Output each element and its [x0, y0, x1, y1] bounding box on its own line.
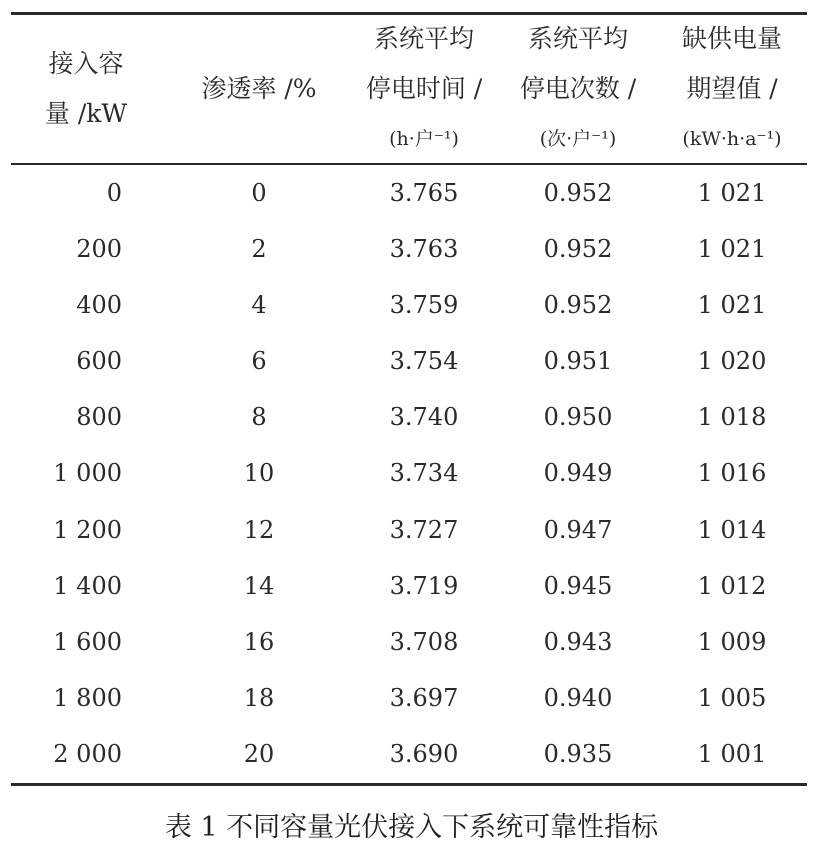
cell-saidi: 3.740 — [389, 403, 459, 432]
cell-saifi: 0.952 — [543, 290, 613, 319]
table-row — [11, 726, 807, 782]
cell-eens: 1 005 — [697, 684, 767, 713]
cell-capacity: 1 000 — [53, 459, 122, 488]
table-row — [11, 558, 807, 614]
table-row — [11, 277, 807, 333]
header-saifi-line-2: 停电次数 / — [519, 74, 637, 103]
cell-saifi: 0.947 — [543, 515, 613, 544]
table-row — [11, 389, 807, 445]
header-eens-line-1: 缺供电量 — [681, 24, 782, 53]
cell-eens: 1 020 — [697, 347, 767, 376]
cell-saidi: 3.697 — [389, 684, 459, 713]
reliability-table — [11, 12, 807, 786]
table-row — [11, 165, 807, 221]
header-penetration — [161, 15, 357, 163]
cell-saidi: 3.719 — [389, 571, 459, 600]
cell-penetration: 12 — [243, 515, 275, 544]
cell-eens: 1 014 — [697, 515, 767, 544]
cell-eens: 1 021 — [697, 290, 767, 319]
header-eens-line-2: 期望值 / — [686, 74, 778, 103]
cell-capacity: 1 400 — [53, 571, 122, 600]
header-saifi-line-1: 系统平均 — [527, 24, 628, 53]
cell-saifi: 0.950 — [543, 403, 613, 432]
header-penetration-line-1: 渗透率 /% — [201, 74, 317, 103]
cell-saifi: 0.935 — [543, 740, 613, 769]
cell-eens: 1 001 — [697, 740, 767, 769]
table-row — [11, 333, 807, 389]
cell-capacity: 2 000 — [53, 740, 122, 769]
cell-penetration: 6 — [251, 347, 267, 376]
cell-saidi: 3.754 — [389, 347, 459, 376]
cell-saidi: 3.759 — [389, 290, 459, 319]
cell-capacity: 200 — [76, 234, 122, 263]
cell-capacity: 1 200 — [53, 515, 122, 544]
table-body — [11, 165, 807, 783]
cell-penetration: 16 — [243, 628, 275, 656]
cell-penetration: 2 — [251, 234, 267, 263]
cell-capacity: 1 600 — [53, 628, 122, 656]
cell-eens: 1 021 — [697, 234, 767, 263]
cell-saidi: 3.708 — [389, 628, 459, 656]
cell-saidi: 3.734 — [389, 459, 459, 488]
header-saidi-unit: (h·户⁻¹) — [389, 128, 459, 150]
cell-eens: 1 009 — [697, 628, 767, 656]
cell-eens: 1 012 — [697, 571, 767, 600]
table-row — [11, 221, 807, 277]
cell-eens: 1 021 — [697, 178, 767, 207]
cell-saidi: 3.763 — [389, 234, 459, 263]
table-row — [11, 614, 807, 670]
cell-eens: 1 016 — [697, 459, 767, 488]
header-eens-unit: (kW·h·a⁻¹) — [682, 128, 782, 150]
cell-saifi: 0.943 — [543, 628, 613, 656]
header-capacity-line-2: 量 /kW — [44, 99, 128, 128]
cell-saifi: 0.940 — [543, 684, 613, 713]
header-saidi-line-1: 系统平均 — [373, 24, 474, 53]
cell-saifi: 0.952 — [543, 178, 613, 207]
header-saidi — [349, 15, 499, 163]
cell-capacity: 400 — [76, 290, 122, 319]
cell-saidi: 3.727 — [389, 515, 459, 544]
cell-penetration: 18 — [243, 684, 275, 713]
table-bottom-rule — [11, 783, 807, 786]
header-saidi-line-2: 停电时间 / — [365, 74, 483, 103]
cell-saidi: 3.765 — [389, 178, 459, 207]
cell-penetration: 4 — [251, 290, 267, 319]
cell-capacity: 800 — [76, 403, 122, 432]
table-header — [11, 15, 807, 163]
cell-saidi: 3.690 — [389, 740, 459, 769]
cell-eens: 1 018 — [697, 403, 767, 432]
table-caption: 表 1 不同容量光伏接入下系统可靠性指标 — [164, 812, 659, 843]
cell-penetration: 10 — [243, 459, 275, 488]
header-saifi-unit: (次·户⁻¹) — [539, 128, 617, 150]
cell-capacity: 0 — [106, 178, 122, 207]
cell-saifi: 0.951 — [543, 347, 613, 376]
cell-penetration: 0 — [251, 178, 267, 207]
header-capacity — [11, 15, 161, 163]
header-eens — [657, 15, 807, 163]
table-row — [11, 445, 807, 501]
header-capacity-line-1: 接入容 — [48, 49, 124, 78]
cell-saifi: 0.945 — [543, 571, 613, 600]
header-saifi — [499, 15, 657, 163]
cell-saifi: 0.949 — [543, 459, 613, 488]
table-row — [11, 670, 807, 726]
cell-saifi: 0.952 — [543, 234, 613, 263]
table-row — [11, 502, 807, 558]
cell-penetration: 8 — [251, 403, 267, 432]
cell-capacity: 1 800 — [53, 684, 122, 713]
cell-penetration: 14 — [243, 571, 275, 600]
cell-penetration: 20 — [243, 740, 275, 769]
cell-capacity: 600 — [76, 347, 122, 376]
